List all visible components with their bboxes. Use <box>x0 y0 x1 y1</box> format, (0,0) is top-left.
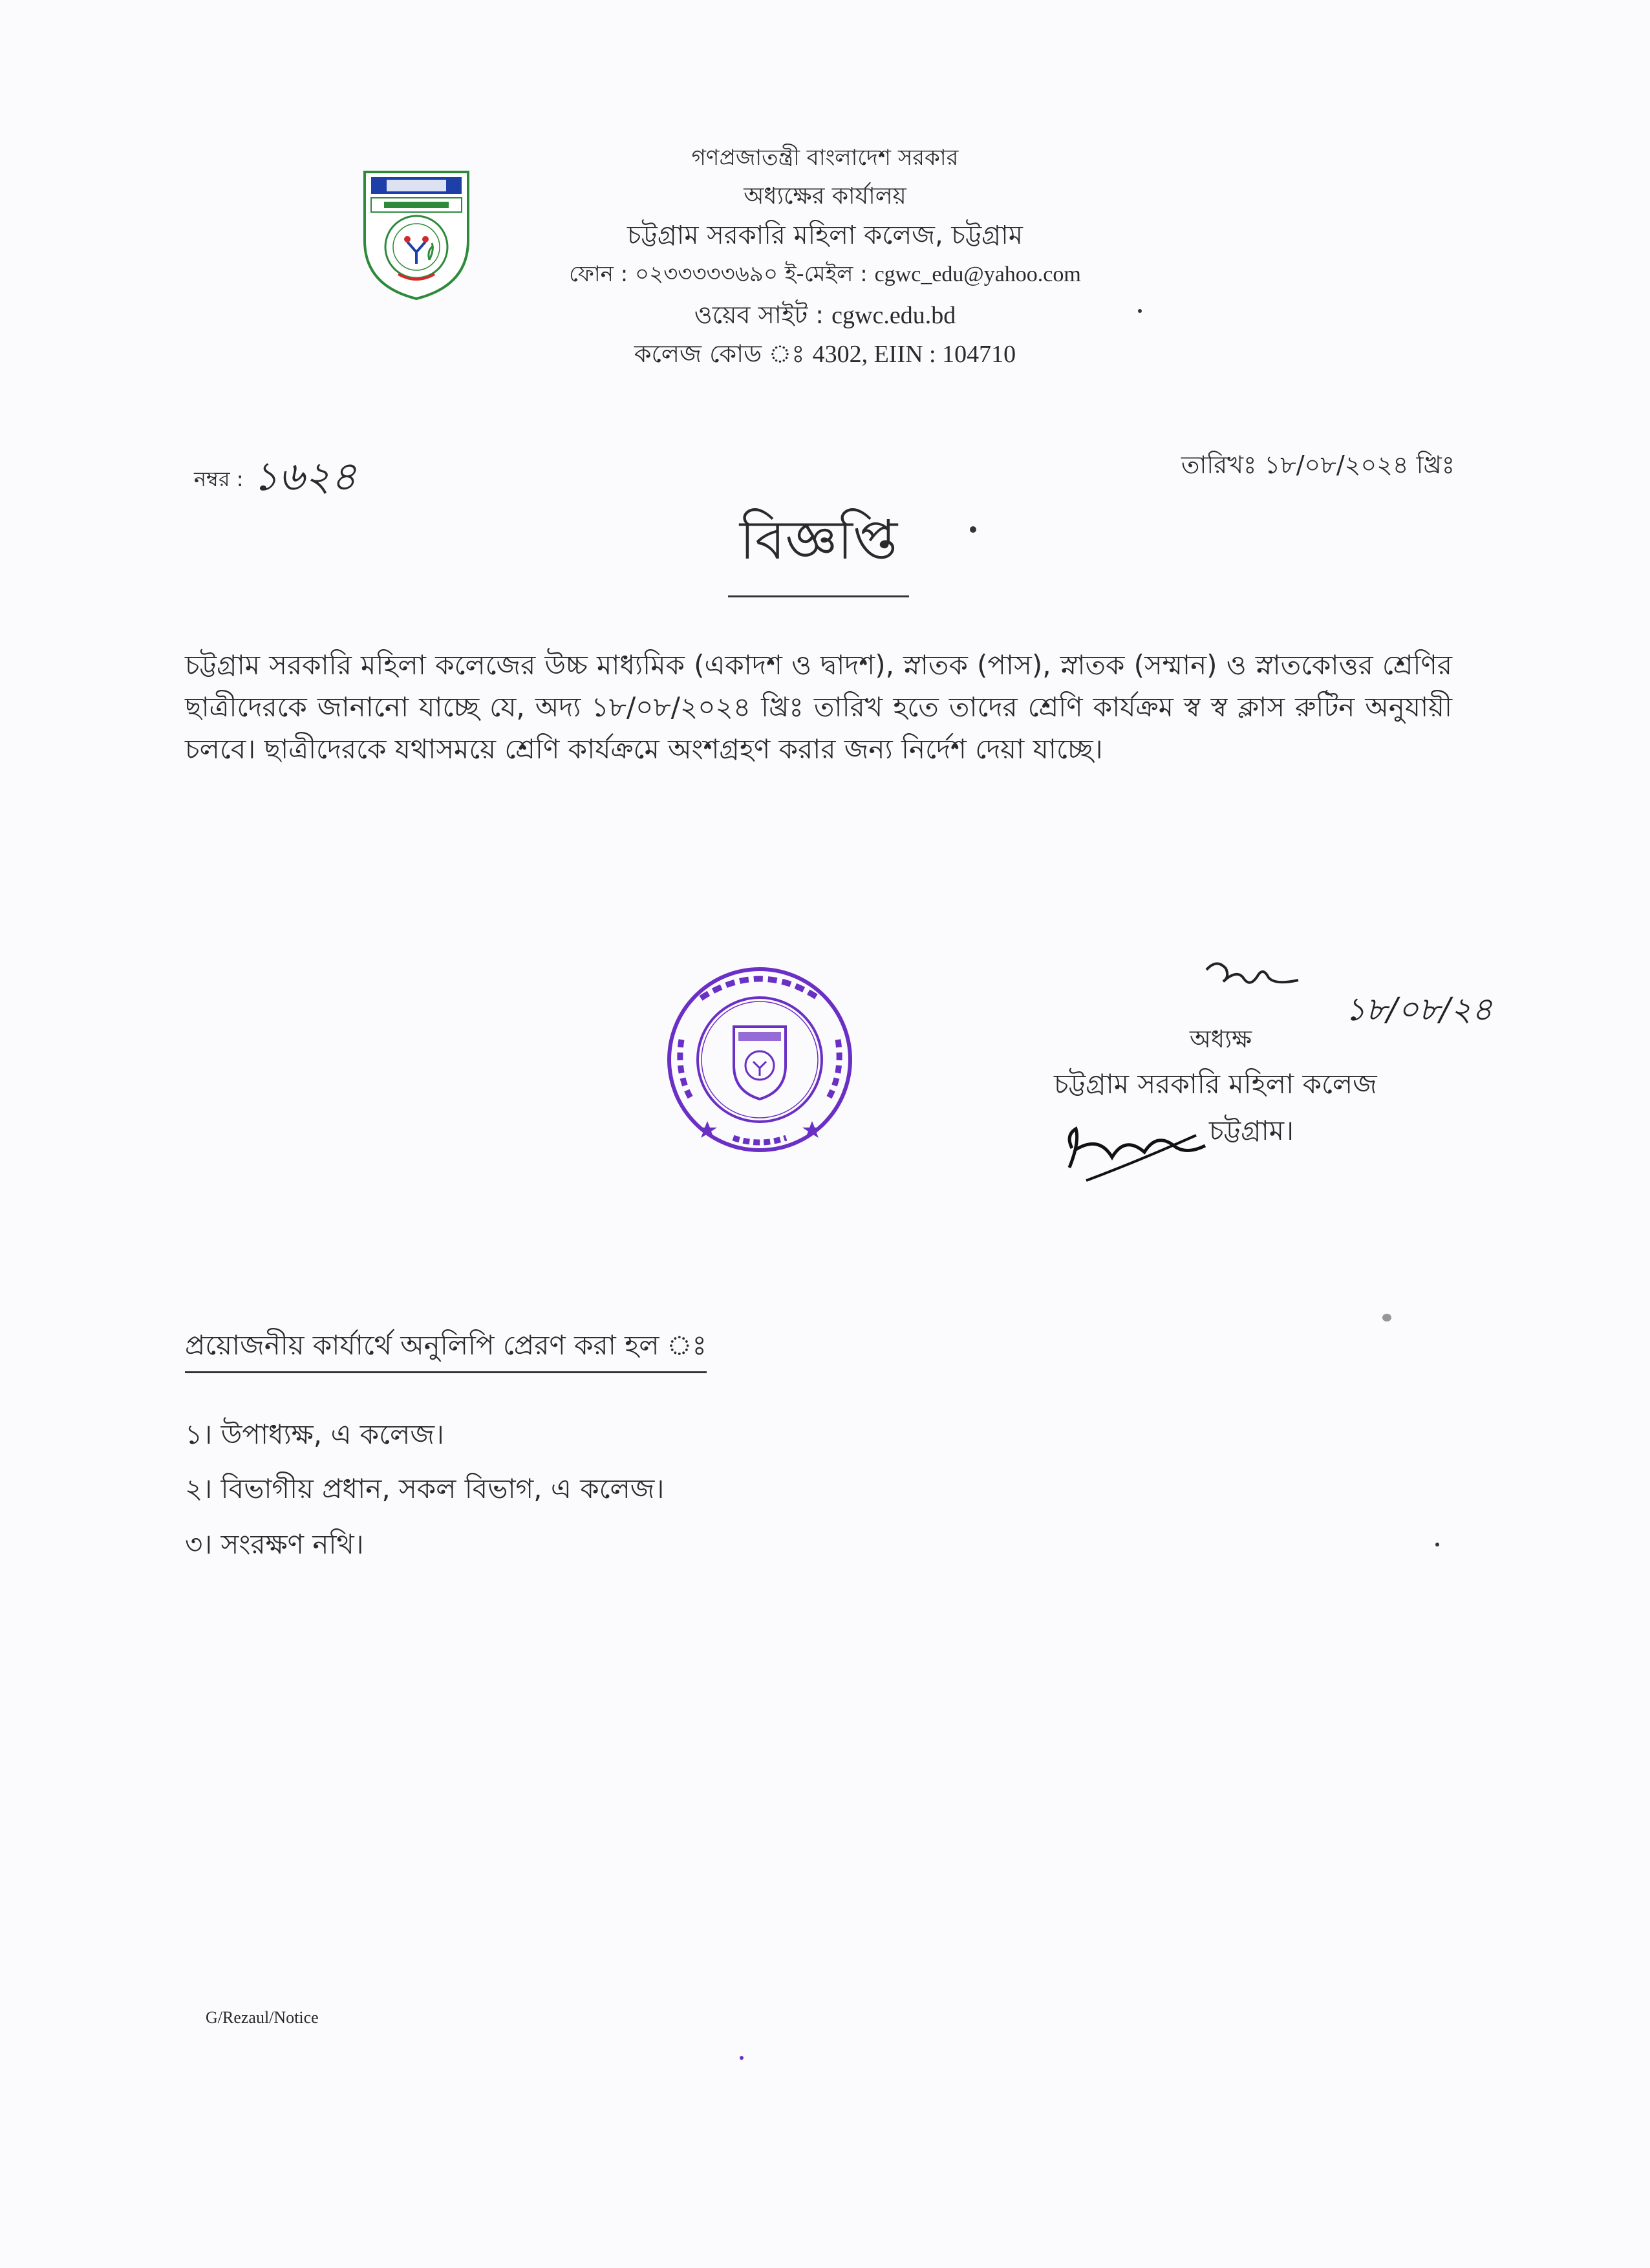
cc-item: ১। উপাধ্যক্ষ, এ কলেজ। <box>185 1418 444 1450</box>
handwritten-initial <box>1060 1109 1216 1193</box>
header-contact <box>0 257 1650 294</box>
scan-speck <box>1382 1314 1391 1321</box>
cc-item: ২। বিভাগীয় প্রধান, সকল বিভাগ, এ কলেজ। <box>185 1473 665 1504</box>
website-label: ওয়েব সাইট : <box>694 301 832 329</box>
memo-number <box>194 446 357 513</box>
header-codes <box>0 335 1650 376</box>
scan-speck <box>1138 309 1142 313</box>
notice-title: বিজ্ঞপ্তি <box>728 498 909 597</box>
file-reference: G/Rezaul/Notice <box>206 2008 319 2027</box>
college-logo <box>362 169 471 301</box>
signature-handwritten-date: ১৮/০৮/২৪ <box>1345 990 1493 1028</box>
ink-speck <box>970 526 976 533</box>
header-office: অধ্যক্ষের কার্যালয় <box>744 183 906 209</box>
memo-number-handwritten: ১৬২৪ <box>252 453 357 500</box>
cc-item: ৩। সংরক্ষণ নথি। <box>185 1528 364 1560</box>
college-code-label: কলেজ কোড ঃ <box>634 339 813 368</box>
header-college: চট্টগ্রাম সরকারি মহিলা কলেজ, চট্টগ্রাম <box>627 220 1023 250</box>
signatory-city: চট্টগ্রাম। <box>1209 1115 1294 1146</box>
website-link[interactable]: cgwc.edu.bd <box>831 302 956 329</box>
cc-heading: প্রয়োজনীয় কার্যার্থে অনুলিপি প্রেরণ করা হল ঃ <box>185 1324 707 1373</box>
email-link[interactable]: cgwc_edu@yahoo.com <box>874 262 1081 286</box>
memo-number-label: নম্বর : <box>194 467 244 491</box>
scan-speck <box>1435 1543 1439 1546</box>
memo-date: তারিখঃ ১৮/০৮/২০২৪ খ্রিঃ <box>1181 451 1455 479</box>
phone-label: ফোন : ০২৩৩৩৩৩৬৯০ ই-মেইল : <box>569 261 875 287</box>
college-code-values: 4302, EIIN : 104710 <box>812 341 1016 368</box>
header-government: গণপ্রজাতন্ত্রী বাংলাদেশ সরকার <box>691 145 959 171</box>
signatory-college: চট্টগ্রাম সরকারি মহিলা কলেজ <box>1054 1068 1377 1100</box>
scan-speck <box>740 2056 744 2060</box>
principal-signature <box>1204 956 1301 994</box>
header-website <box>0 296 1650 337</box>
signatory-title: অধ্যক্ষ <box>1190 1025 1252 1053</box>
college-seal-stamp <box>662 962 857 1157</box>
notice-body: চট্টগ্রাম সরকারি মহিলা কলেজের উচ্চ মাধ্যমিক (একাদশ ও দ্বাদশ), স্নাতক (পাস), স্নাতক (সম্মান) ও স্নাতকোত্তর শ্রেণির ছাত্রীদেরকে জানানো যাচ্ছে যে, অদ্য ১৮/০৮/২০২৪ খ্রিঃ তারিখ হতে তাদের শ্রেণি কার্যক্রম স্ব স্ব ক্লাস রুটিন অনুযায়ী চলবে। ছাত্রীদেরকে যথাসময়ে শ্রেণি কার্যক্রমে অংশগ্রহণ করার জন্য নির্দেশ দেয়া যাচ্ছে। <box>185 649 1452 765</box>
